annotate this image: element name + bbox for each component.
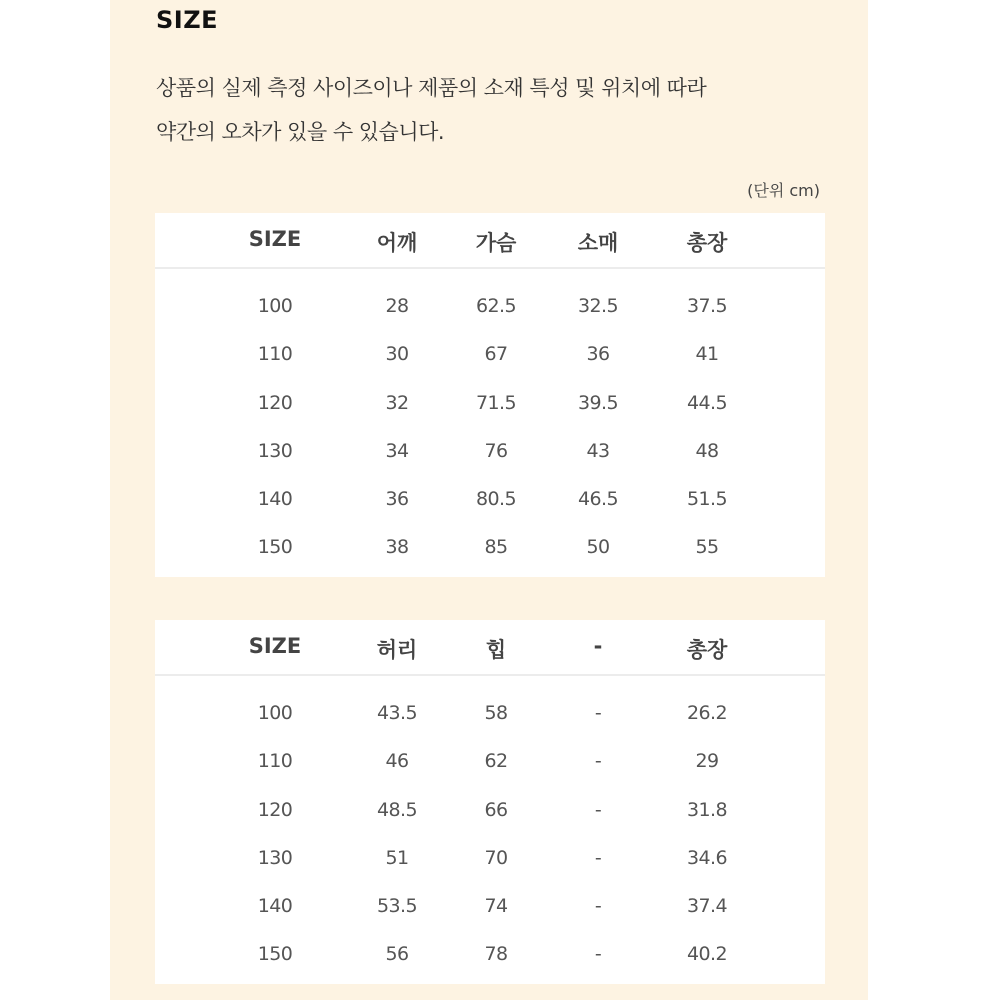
table-cell: 120 xyxy=(257,391,293,414)
table-cell: 70 xyxy=(484,846,508,869)
table-cell: 34 xyxy=(385,439,409,462)
table-cell: 32.5 xyxy=(578,295,618,317)
header-cell: 소매 xyxy=(577,231,619,255)
table-cell: 76 xyxy=(484,439,508,462)
table-cell: 120 xyxy=(257,798,293,821)
table-row xyxy=(155,738,825,786)
table-cell: - xyxy=(594,798,602,821)
table-cell: 39.5 xyxy=(578,391,618,414)
table-cell: 74 xyxy=(484,895,508,918)
table-row xyxy=(155,524,825,572)
header-cell: SIZE xyxy=(248,634,302,658)
table-cell: 51.5 xyxy=(687,488,727,511)
table-cell: 41 xyxy=(695,343,719,366)
table-cell: 50 xyxy=(586,536,610,559)
header-cell: - xyxy=(593,634,603,658)
unit-label: (단위 cm) xyxy=(747,181,820,200)
section-title: SIZE xyxy=(156,6,219,34)
table-cell: 38 xyxy=(385,536,409,559)
table-row xyxy=(155,476,825,524)
table-cell: 40.2 xyxy=(687,943,727,966)
table-cell: 34.6 xyxy=(687,846,727,869)
table-cell: 150 xyxy=(257,943,293,966)
table-cell: 30 xyxy=(385,343,409,366)
table-cell: 53.5 xyxy=(377,895,417,918)
table-row xyxy=(155,883,825,931)
table-cell: 43 xyxy=(586,439,610,462)
table-cell: 150 xyxy=(257,536,293,559)
table-cell: 55 xyxy=(695,536,719,559)
table-cell: 46 xyxy=(385,750,409,773)
table-cell: 29 xyxy=(695,750,719,773)
bottom-size-table xyxy=(155,620,825,984)
table-row xyxy=(155,331,825,379)
table-cell: 62.5 xyxy=(476,295,516,317)
table-cell: 140 xyxy=(257,895,293,918)
table-cell: - xyxy=(594,943,602,966)
table-cell: 43.5 xyxy=(377,702,417,724)
table-cell: 31.8 xyxy=(687,798,727,821)
table-row xyxy=(155,380,825,428)
table-row xyxy=(155,835,825,883)
table-cell: - xyxy=(594,702,602,724)
table-cell: - xyxy=(594,750,602,773)
table-cell: 48 xyxy=(695,439,719,462)
table-row xyxy=(155,931,825,979)
header-cell: 총장 xyxy=(686,231,728,255)
table-cell: 37.5 xyxy=(687,295,727,317)
table-cell: - xyxy=(594,895,602,918)
notice-line: 약간의 오차가 있을 수 있습니다. xyxy=(156,120,445,144)
table-cell: 58 xyxy=(484,702,508,724)
table-cell: 37.4 xyxy=(687,895,727,918)
table-cell: 110 xyxy=(257,750,293,773)
table-cell: 66 xyxy=(484,798,508,821)
table-cell: - xyxy=(594,846,602,869)
table-row xyxy=(155,787,825,835)
size-notice xyxy=(156,66,836,154)
table-body xyxy=(155,269,825,573)
table-cell: 26.2 xyxy=(687,702,727,724)
table-cell: 46.5 xyxy=(578,488,618,511)
table-cell: 67 xyxy=(484,343,508,366)
table-header xyxy=(155,213,825,269)
table-cell: 80.5 xyxy=(476,488,516,511)
table-cell: 32 xyxy=(385,391,409,414)
header-cell: 허리 xyxy=(376,638,418,662)
header-cell: 힙 xyxy=(485,638,507,662)
table-cell: 48.5 xyxy=(377,798,417,821)
table-cell: 56 xyxy=(385,943,409,966)
notice-line: 상품의 실제 측정 사이즈이나 제품의 소재 특성 및 위치에 따라 xyxy=(156,76,707,100)
table-row xyxy=(155,690,825,738)
table-cell: 140 xyxy=(257,488,293,511)
table-cell: 130 xyxy=(257,439,293,462)
table-cell: 28 xyxy=(385,295,409,317)
table-cell: 78 xyxy=(484,943,508,966)
table-body xyxy=(155,676,825,980)
table-header xyxy=(155,620,825,676)
table-cell: 36 xyxy=(586,343,610,366)
header-cell: 가슴 xyxy=(475,231,517,255)
header-cell: 총장 xyxy=(686,638,728,662)
header-cell: SIZE xyxy=(248,227,302,251)
table-cell: 100 xyxy=(257,702,293,724)
table-cell: 62 xyxy=(484,750,508,773)
table-row xyxy=(155,428,825,476)
table-cell: 36 xyxy=(385,488,409,511)
table-cell: 71.5 xyxy=(476,391,516,414)
table-cell: 100 xyxy=(257,295,293,317)
top-size-table xyxy=(155,213,825,577)
table-cell: 85 xyxy=(484,536,508,559)
table-cell: 110 xyxy=(257,343,293,366)
table-row xyxy=(155,283,825,331)
table-cell: 51 xyxy=(385,846,409,869)
table-cell: 44.5 xyxy=(687,391,727,414)
table-cell: 130 xyxy=(257,846,293,869)
header-cell: 어깨 xyxy=(376,231,418,255)
